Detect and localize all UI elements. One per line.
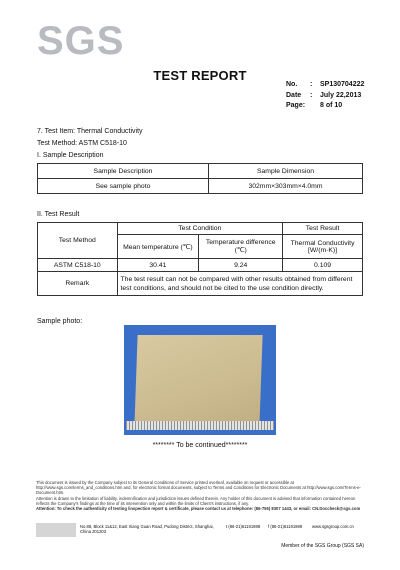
- page-label: Page:: [286, 102, 306, 109]
- remark-label: Remark: [38, 272, 118, 296]
- sample-dim-value: 302mm×303mm×4.0mm: [209, 179, 363, 194]
- footer-fax: f (86-21)61191989: [268, 524, 303, 529]
- sample-dim-header: Sample Dimension: [209, 164, 363, 179]
- footer-logo-block: [36, 523, 76, 537]
- footer-bar: [36, 523, 364, 553]
- ruler: [126, 421, 274, 430]
- sample-photo: [124, 325, 276, 435]
- row-method: ASTM C518-10: [38, 259, 118, 272]
- row-tc: 0.109: [283, 259, 363, 272]
- footer-disclaimer: [36, 480, 364, 511]
- disclaimer-2: Attention is drawn to the limitation of liability, indemnification and jurisdiction issues defined therein. Any holder of this document is advised that information contained hereon reflects the Company's findings at the time of its intervention only and within the limits of Client's instructions, if any.: [36, 495, 356, 506]
- condition-header: Test Condition: [117, 223, 283, 235]
- sgs-logo: [37, 19, 125, 63]
- method-header: Test Method: [38, 223, 118, 259]
- test-item: 7. Test Item: Thermal Conductivity: [37, 128, 143, 135]
- sample-table: [37, 163, 363, 194]
- result-heading: II. Test Result: [37, 211, 80, 218]
- sample-desc-value: See sample photo: [38, 179, 209, 194]
- sample-panel: [134, 335, 262, 427]
- to-be-continued: ******** To be continued********: [152, 442, 248, 449]
- date-label: Date: [286, 91, 302, 99]
- row-diff: 9.24: [199, 259, 283, 272]
- remark-line2: test conditions, and should not be cited to the use condition directly.: [120, 284, 324, 292]
- page-value: 8 of 10: [320, 102, 343, 109]
- footer-tel: t (86-21)61191988: [226, 524, 261, 529]
- no-label: No.: [286, 81, 298, 88]
- result-header: Test Result: [283, 223, 363, 235]
- temp-diff-header: [199, 235, 283, 259]
- footer-member: Member of the SGS Group (SGS SA): [281, 543, 364, 549]
- sample-heading: I. Sample Description: [37, 152, 104, 159]
- disclaimer-3: Attention: To check the authenticity of testing /inspection report & certificate, please contact us at telephone: (86-755) 8307 1443, or email: CN.Doccheck@sgs.com: [36, 506, 361, 512]
- remark-line1: The test result can not be compared with other results obtained from different: [120, 275, 353, 283]
- remark-text: [117, 272, 362, 296]
- page-title: TEST REPORT: [153, 68, 247, 83]
- sample-photo-label: Sample photo:: [37, 318, 83, 325]
- report-meta: No. : SP130704222 Date : July 22,2013 Page: 8 of 10: [286, 80, 364, 112]
- row-mean: 30.41: [117, 259, 199, 272]
- mean-temp-header: Mean temperature (℃): [117, 235, 199, 259]
- sample-desc-header: Sample Description: [38, 164, 209, 179]
- disclaimer-1: This document is issued by the Company subject to its General Conditions of Service printed overleaf, available on request or accessible at http://www.sgs.com/terms_and_conditions.htm and, for electronic format documents, subject to Terms and Conditions for Electronic Documents at http://www.sgs.com/Terms-e-Document.htm.: [36, 480, 361, 496]
- test-method: Test Method: ASTM C518-10: [37, 140, 127, 147]
- date-value: July 22,2013: [320, 91, 362, 99]
- footer-address: No.88, Block 11&12, East Xiang Guan Road, Pudong District, Shanghai, China 201203: [80, 524, 214, 534]
- temp-diff-line2: (℃): [234, 247, 247, 254]
- tc-header: [283, 235, 363, 259]
- no-value: SP130704222: [320, 81, 365, 88]
- footer-web: www.sgsgroup.com.cn: [312, 524, 354, 529]
- tc-line1: Thermal Conductivity: [290, 239, 355, 247]
- tc-line2: [W/(m·K)]: [308, 246, 338, 254]
- result-table: [37, 222, 363, 296]
- sgs-logo-text: SGS: [37, 19, 125, 63]
- temp-diff-line1: Temperature difference: [205, 239, 276, 246]
